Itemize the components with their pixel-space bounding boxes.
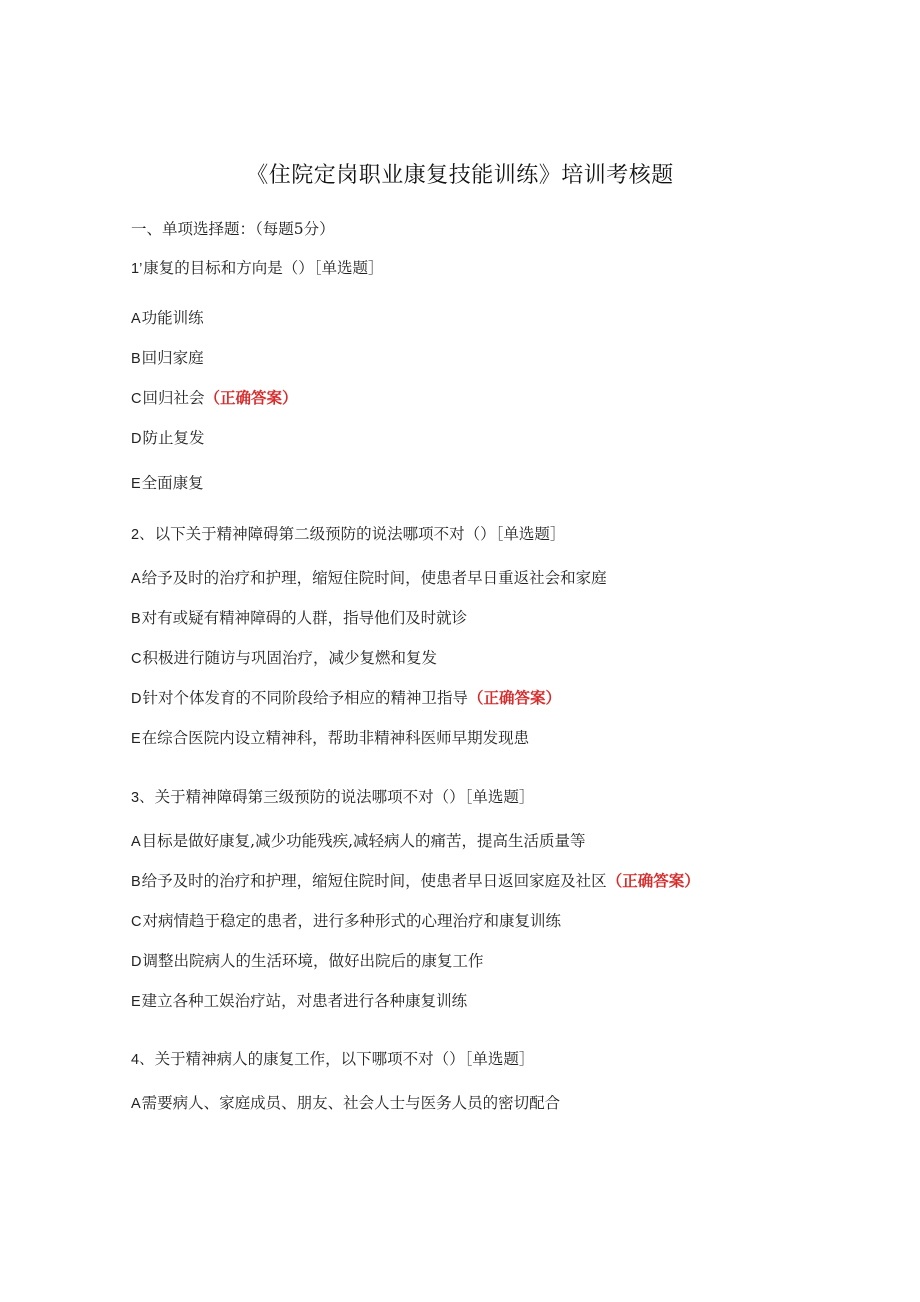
option-c [131,646,831,671]
option-c [131,909,831,934]
option-text: 全面康复 [141,474,204,492]
question-3 [131,785,831,1010]
question-4 [131,1047,831,1112]
option-c [131,386,831,411]
option-text: 在综合医院内设立精神科，帮助非精神科医师早期发现患 [141,729,530,747]
option-text: 建立各种工娱治疗站，对患者进行各种康复训练 [141,992,468,1010]
option-text: 防止复发 [142,429,205,447]
option-letter: B [131,874,141,890]
question-number: 2、 [131,527,154,543]
option-d [131,686,831,711]
correct-answer-mark: （正确答案） [204,388,298,407]
option-b [131,606,831,631]
option-text: 功能训练 [141,309,204,327]
question-number: 1’ [131,261,143,277]
option-e [131,989,831,1014]
option-a [131,566,831,591]
option-b [131,346,831,371]
option-b [131,869,831,894]
question-stem: 关于精神障碍第三级预防的说法哪项不对（）［单选题］ [154,788,535,806]
option-text: 调整出院病人的生活环境，做好出院后的康复工作 [142,952,484,970]
option-letter: D [131,954,142,970]
option-text: 积极进行随访与巩固治疗，减少复燃和复发 [142,649,437,667]
question-text [131,1047,831,1071]
question-text [131,256,831,280]
question-text [131,785,831,809]
option-e [131,471,831,496]
option-text: 对有或疑有精神障碍的人群，指导他们及时就诊 [141,609,468,627]
option-letter: B [131,351,141,367]
option-letter: D [131,431,142,447]
option-d [131,949,831,974]
option-letter: A [131,311,141,327]
option-letter: C [131,391,142,407]
correct-answer-mark: （正确答案） [606,871,700,890]
option-text: 需要病人、家庭成员、朋友、社会人士与医务人员的密切配合 [141,1094,561,1112]
option-text: 目标是做好康复,减少功能残疾,减轻病人的痛苦，提高生活质量等 [141,832,586,850]
option-text: 回归家庭 [141,349,204,367]
option-text: 回归社会 [142,389,205,407]
question-stem: 关于精神病人的康复工作，以下哪项不对（）［单选题］ [154,1050,535,1068]
correct-answer-mark: （正确答案） [468,688,562,707]
question-number: 4、 [131,1052,154,1068]
option-a [131,1091,831,1116]
option-text: 对病情趋于稳定的患者，进行多种形式的心理治疗和康复训练 [142,912,561,930]
option-d [131,426,831,451]
question-text [131,522,831,546]
option-text: 针对个体发育的不同阶段给予相应的精神卫指导 [142,689,468,707]
section-heading: 一、单项选择题：（每题5分） [131,220,335,238]
option-letter: B [131,611,141,627]
option-text: 给予及时的治疗和护理，缩短住院时间，使患者早日重返社会和家庭 [141,569,607,587]
question-number: 3、 [131,790,154,806]
option-a [131,306,831,331]
option-text: 给予及时的治疗和护理，缩短住院时间，使患者早日返回家庭及社区 [141,872,607,890]
option-letter: E [131,994,141,1010]
option-e [131,726,831,751]
question-stem: 以下关于精神障碍第二级预防的说法哪项不对（）［单选题］ [154,525,566,543]
question-1 [131,256,831,492]
option-letter: A [131,1096,141,1112]
option-letter: D [131,691,142,707]
option-letter: E [131,476,141,492]
option-letter: C [131,651,142,667]
page-title: 《住院定岗职业康复技能训练》培训考核题 [246,163,674,188]
question-2 [131,522,831,747]
option-letter: E [131,731,141,747]
option-letter: A [131,834,141,850]
option-a [131,829,831,854]
option-letter: C [131,914,142,930]
question-stem: 康复的目标和方向是（）［单选题］ [143,259,384,277]
option-letter: A [131,571,141,587]
